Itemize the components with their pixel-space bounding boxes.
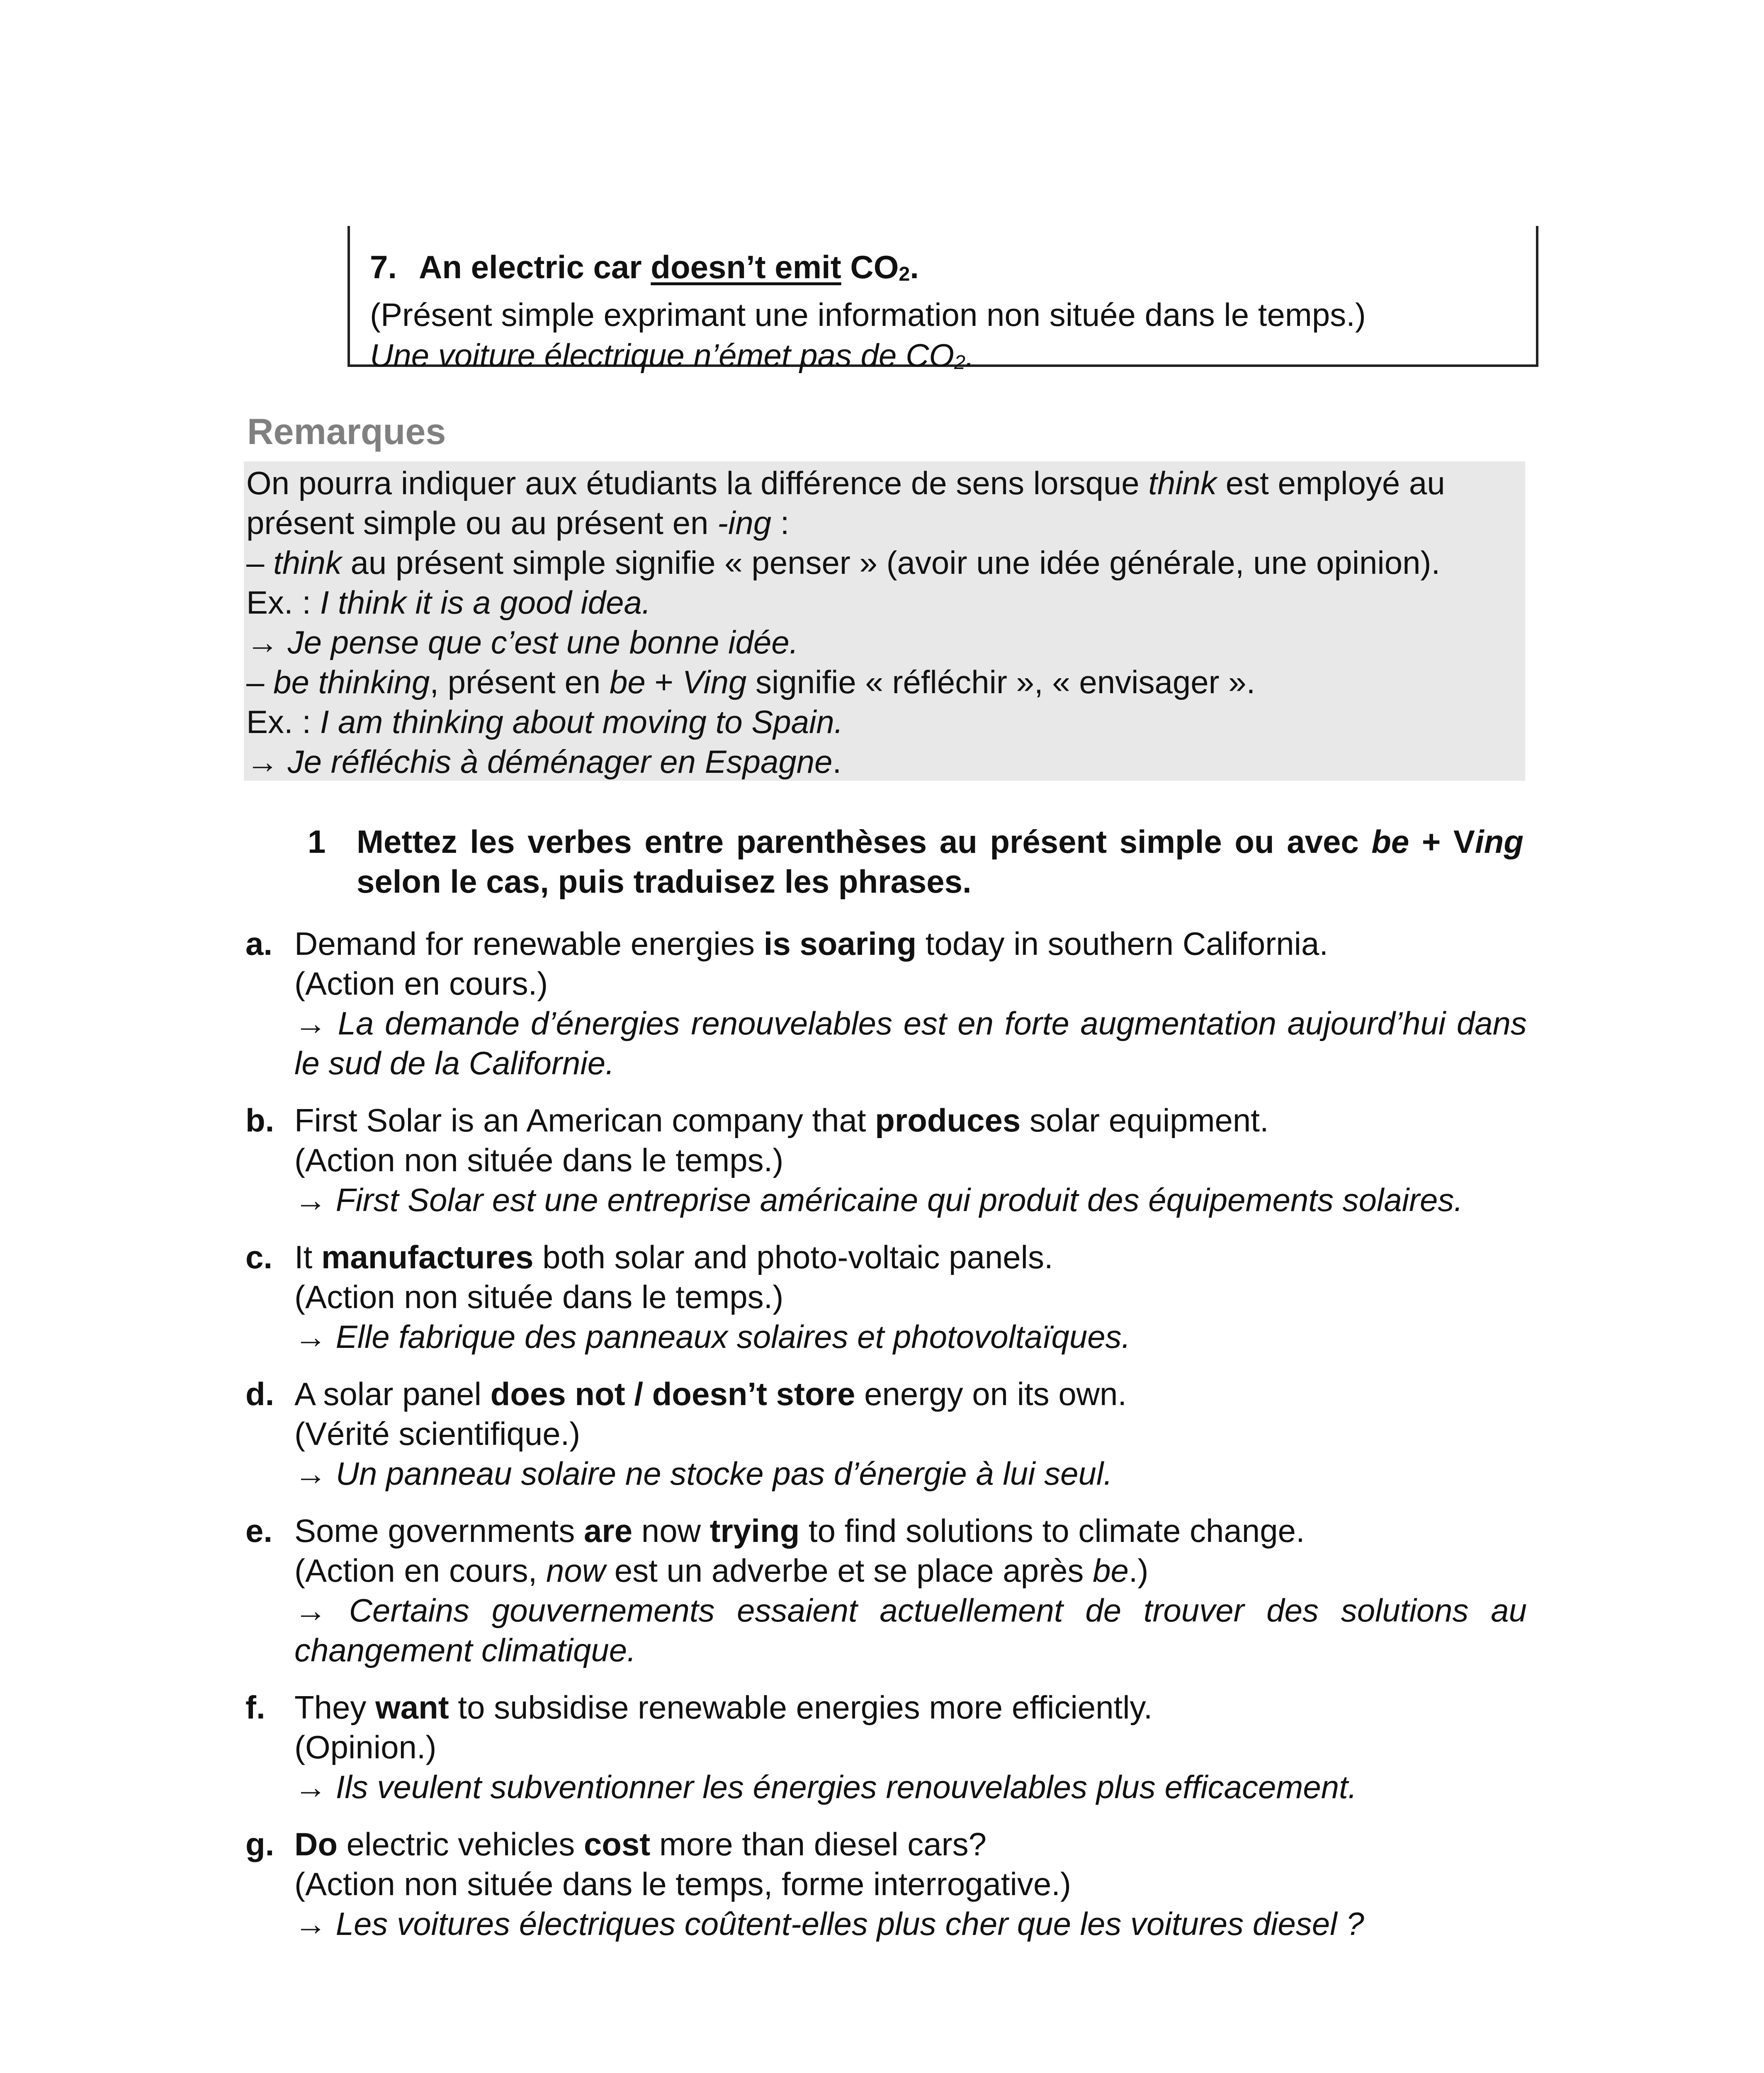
subscript: 2 [954, 351, 965, 374]
item-translation: → Un panneau solaire ne stocke pas d’énergie à lui seul. [294, 1455, 1113, 1492]
answer-verb: cost [583, 1826, 651, 1862]
item-label: b. [245, 1102, 275, 1138]
item-translation: → Les voitures électriques coûtent-elles plus cher que les voitures diesel ? [294, 1906, 1364, 1942]
remark-text: , présent en [430, 664, 610, 700]
note-text: est un adverbe et se place après [605, 1552, 1093, 1589]
sentence-text: They [294, 1689, 376, 1726]
remark-line [246, 742, 1525, 782]
exercise-items [245, 924, 1527, 1961]
exercise-item [245, 1687, 1527, 1807]
sentence-text: It [294, 1239, 322, 1275]
exercise-item [245, 1824, 1527, 1944]
instruction-part: ing [1475, 823, 1523, 860]
translation-text: Une voiture électrique n’émet pas de CO [370, 337, 955, 374]
item-sentence [294, 1687, 1527, 1727]
instruction-part: Mettez les verbes entre parenthèses au présent simple ou avec [357, 823, 1372, 860]
example-sentence [370, 247, 1536, 294]
example-text: An electric car [419, 249, 651, 285]
sentence-text: more than diesel cars? [650, 1826, 986, 1862]
item-translation: → Certains gouvernements essaient actuellement de trouver des solutions au changement climatique. [294, 1592, 1527, 1668]
item-note: (Vérité scientifique.) [294, 1415, 581, 1452]
remark-line [246, 702, 1525, 742]
instruction-part: + V [1409, 823, 1475, 860]
instruction-part: be [1371, 823, 1409, 860]
note-text: (Action en cours, [294, 1552, 546, 1589]
exercise-number: 1 [308, 823, 326, 860]
answer-verb: Do [294, 1826, 338, 1862]
remark-text: . [832, 743, 842, 780]
remark-text: Ex. : [246, 704, 320, 740]
remarks-box [244, 461, 1525, 781]
sentence-text: energy on its own. [855, 1376, 1127, 1412]
sentence-text: electric vehicles [337, 1826, 584, 1862]
exercise-instruction [308, 822, 1523, 901]
remark-text: Ving [682, 664, 747, 700]
sentence-text: First Solar is an American company that [294, 1102, 875, 1138]
remark-line [246, 583, 1525, 622]
remark-line: → Je pense que c’est une bonne idée. [246, 624, 799, 660]
example-verb: doesn’t emit [651, 249, 841, 285]
remark-text: think [273, 544, 342, 581]
exercise-item [245, 1511, 1527, 1670]
remarks-title: Remarques [247, 411, 446, 452]
item-label: a. [245, 925, 273, 962]
note-text: .) [1128, 1552, 1149, 1589]
example-explanation: (Présent simple exprimant une information non située dans le temps.) [370, 296, 1366, 333]
item-note: (Action non située dans le temps, forme interrogative.) [294, 1866, 1071, 1902]
item-sentence [294, 1237, 1527, 1277]
remark-text: : [771, 505, 790, 541]
item-note [294, 1551, 1527, 1590]
remark-text: – [246, 664, 274, 700]
exercise-item [245, 1100, 1527, 1220]
answer-verb: want [375, 1689, 449, 1726]
answer-verb: does not / doesn’t store [490, 1376, 855, 1412]
sentence-text: to subsidise renewable energies more efficiently. [449, 1689, 1153, 1726]
example-number: 7. [370, 249, 397, 285]
exercise-item [245, 1374, 1527, 1493]
sentence-text: to find solutions to climate change. [799, 1512, 1305, 1549]
example-translation [370, 335, 1536, 383]
sentence-text: Some governments [294, 1512, 584, 1549]
exercise-item [245, 924, 1527, 1083]
sentence-text: Demand for renewable energies [294, 925, 764, 962]
remark-text: → [246, 743, 288, 780]
remark-text: I am thinking about moving to Spain. [320, 704, 843, 740]
remark-text: Ex. : [246, 584, 320, 621]
remark-text: be [609, 664, 646, 700]
item-translation: → Ils veulent subventionner les énergies renouvelables plus efficacement. [294, 1769, 1357, 1805]
item-sentence [294, 1511, 1527, 1551]
exercise-item [245, 1237, 1527, 1357]
item-label: c. [245, 1239, 273, 1275]
item-sentence [294, 1374, 1527, 1414]
item-translation: → First Solar est une entreprise américaine qui produit des équipements solaires. [294, 1182, 1463, 1218]
sentence-text: A solar panel [294, 1376, 491, 1412]
subscript: 2 [899, 262, 910, 285]
answer-verb: is soaring [763, 925, 917, 962]
remark-line [246, 543, 1525, 583]
item-label: e. [245, 1512, 273, 1549]
item-sentence [294, 1824, 1527, 1864]
item-label: d. [245, 1376, 275, 1412]
sentence-text: solar equipment. [1020, 1102, 1269, 1138]
answer-verb: trying [709, 1512, 800, 1549]
example-text: CO [841, 249, 899, 285]
item-label: f. [245, 1689, 265, 1726]
sentence-text: now [632, 1512, 710, 1549]
remark-text: Je réfléchis à déménager en Espagne [287, 743, 833, 780]
remark-text: signifie « réfléchir », « envisager ». [746, 664, 1256, 700]
note-text: now [546, 1552, 606, 1589]
item-note: (Action en cours.) [294, 965, 548, 1002]
item-note: (Opinion.) [294, 1729, 437, 1765]
remark-text: est employé au présent simple ou au présent en [246, 465, 1445, 541]
sentence-text: today in southern California. [916, 925, 1329, 962]
answer-verb: produces [875, 1102, 1021, 1138]
remark-text: think [1148, 465, 1217, 501]
answer-verb: manufactures [321, 1239, 534, 1275]
item-label: g. [245, 1826, 275, 1862]
item-sentence [294, 1100, 1527, 1140]
remark-line [246, 662, 1525, 702]
instruction-part: selon le cas, puis traduisez les phrases. [357, 863, 972, 900]
note-text: be [1093, 1552, 1129, 1589]
example-box [347, 226, 1538, 374]
remark-text: -ing [717, 505, 772, 541]
item-note: (Action non située dans le temps.) [294, 1279, 784, 1315]
remark-text: au présent simple signifie « penser » (avoir une idée générale, une opinion). [341, 544, 1441, 581]
item-sentence [294, 924, 1527, 964]
translation-text: . [965, 337, 974, 374]
remark-text: I think it is a good idea. [320, 584, 651, 621]
example-text: . [910, 249, 919, 285]
remark-line [246, 463, 1525, 543]
remark-text: – [246, 544, 274, 581]
item-note: (Action non située dans le temps.) [294, 1142, 784, 1178]
instruction-text [357, 822, 1523, 901]
item-translation: → Elle fabrique des panneaux solaires et photovoltaïques. [294, 1318, 1131, 1355]
remark-text: be thinking [273, 664, 430, 700]
item-translation: → La demande d’énergies renouvelables est en forte augmentation aujourd’hui dans le sud de la Californie. [294, 1005, 1527, 1081]
remark-text: + [645, 664, 683, 700]
answer-verb: are [584, 1512, 633, 1549]
remark-text: On pourra indiquer aux étudiants la différence de sens lorsque [246, 465, 1149, 501]
sentence-text: both solar and photo-voltaic panels. [533, 1239, 1053, 1275]
